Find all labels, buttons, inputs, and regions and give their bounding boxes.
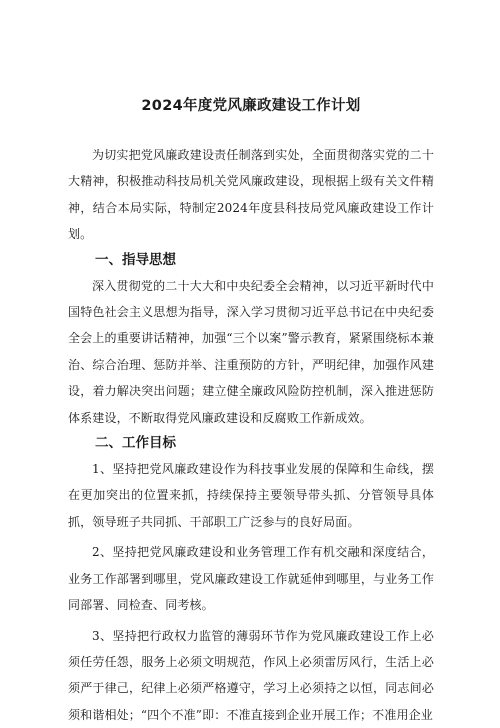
work-goal-item-2: 2、坚持把党风廉政建设和业务管理工作有机交融和深度结合，业务工作部署到哪里，党风廉政建设工作就延伸到哪里，与业务工作同部署、同检查、同考核。 [68, 539, 434, 618]
guiding-ideology-paragraph: 深入贯彻党的二十大大和中央纪委全会精神，以习近平新时代中国特色社会主义思想为指导，深入学习贯彻习近平总书记在中央纪委全会上的重要讲话精神，加强“三个以案”警示教育，紧紧围绕标本兼治、综合治理、惩防并举、注重预防的方针，严明纪律，加强作风建设，着力解决突出问题；建立健全廉政风险防控机制，深入推进惩防体系建设，不断取得党风廉政建设和反腐败工作新成效。 [68, 273, 434, 431]
document-title: 2024年度党风廉政建设工作计划 [68, 96, 434, 116]
work-goal-item-3: 3、坚持把行政权力监管的薄弱环节作为党风廉政建设工作上必须任劳任怨，服务上必须文明规范，作风上必须雷厉风行，生活上必须严于律己，纪律上必须严格遵守，学习上必须持之以恒，同志间必须和谐相处；“四个不准”即：不准直接到企业开展工作；不准用企业 [68, 623, 434, 728]
section-heading-work-goals: 二、工作目标 [68, 432, 434, 455]
work-goal-item-1: 1、坚持把党风廉政建设作为科技事业发展的保障和生命线，摆在更加突出的位置来抓，持续保持主要领导带头抓、分管领导具体抓，领导班子共同抓、干部职工广泛参与的良好局面。 [68, 456, 434, 535]
section-heading-guiding-ideology: 一、指导思想 [68, 249, 434, 272]
intro-paragraph: 为切实把党风廉政建设责任制落到实处，全面贯彻落实党的二十大精神，积极推动科技局机关党风廉政建设，现根据上级有关文件精神，结合本局实际，特制定2024年度县科技局党风廉政建设工作计划。 [68, 142, 434, 248]
